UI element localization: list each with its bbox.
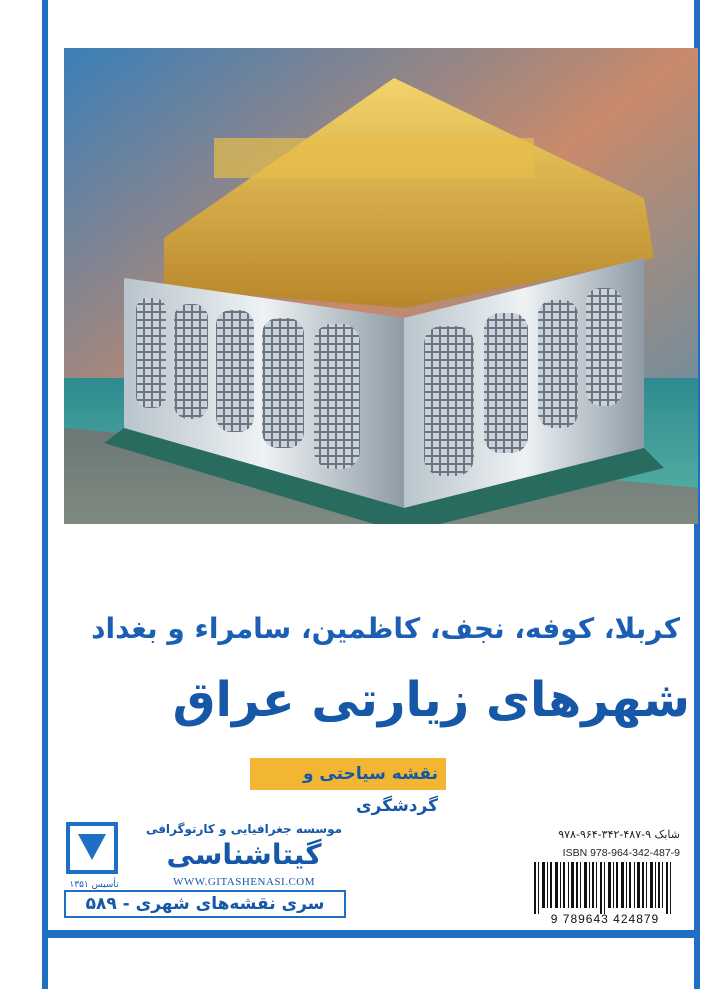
shrine-photo: [64, 48, 698, 524]
isbn-persian: شابک ۹-۴۸۷-۳۴۲-۹۶۴-۹۷۸: [558, 828, 680, 841]
publisher-block: [64, 820, 354, 890]
tagline: نقشه سیاحتی و گردشگری: [302, 764, 438, 816]
isbn-latin: ISBN 978-964-342-487-9: [562, 847, 680, 859]
publisher-subtitle: موسسه جغرافیایی و کارتوگرافی: [145, 822, 343, 836]
established-year: تأسیس ۱۳۵۱: [69, 880, 119, 890]
subtitle-cities: کربلا، کوفه، نجف، کاظمین، سامراء و بغداد: [91, 612, 680, 645]
book-title: شهرهای زیارتی عراق: [172, 672, 690, 728]
series-label: سری نقشه‌های شهری - ۵۸۹: [64, 890, 346, 918]
tagline-band: [250, 758, 446, 816]
publisher-name: گیتاشناسی: [166, 838, 322, 871]
publisher-logo-icon: [64, 820, 120, 880]
barcode-number: 9 789643 424879: [550, 912, 660, 926]
barcode: [530, 862, 680, 914]
publisher-url: WWW.GITASHENASI.COM: [172, 876, 316, 888]
frame-bottom-bar: [42, 930, 700, 938]
